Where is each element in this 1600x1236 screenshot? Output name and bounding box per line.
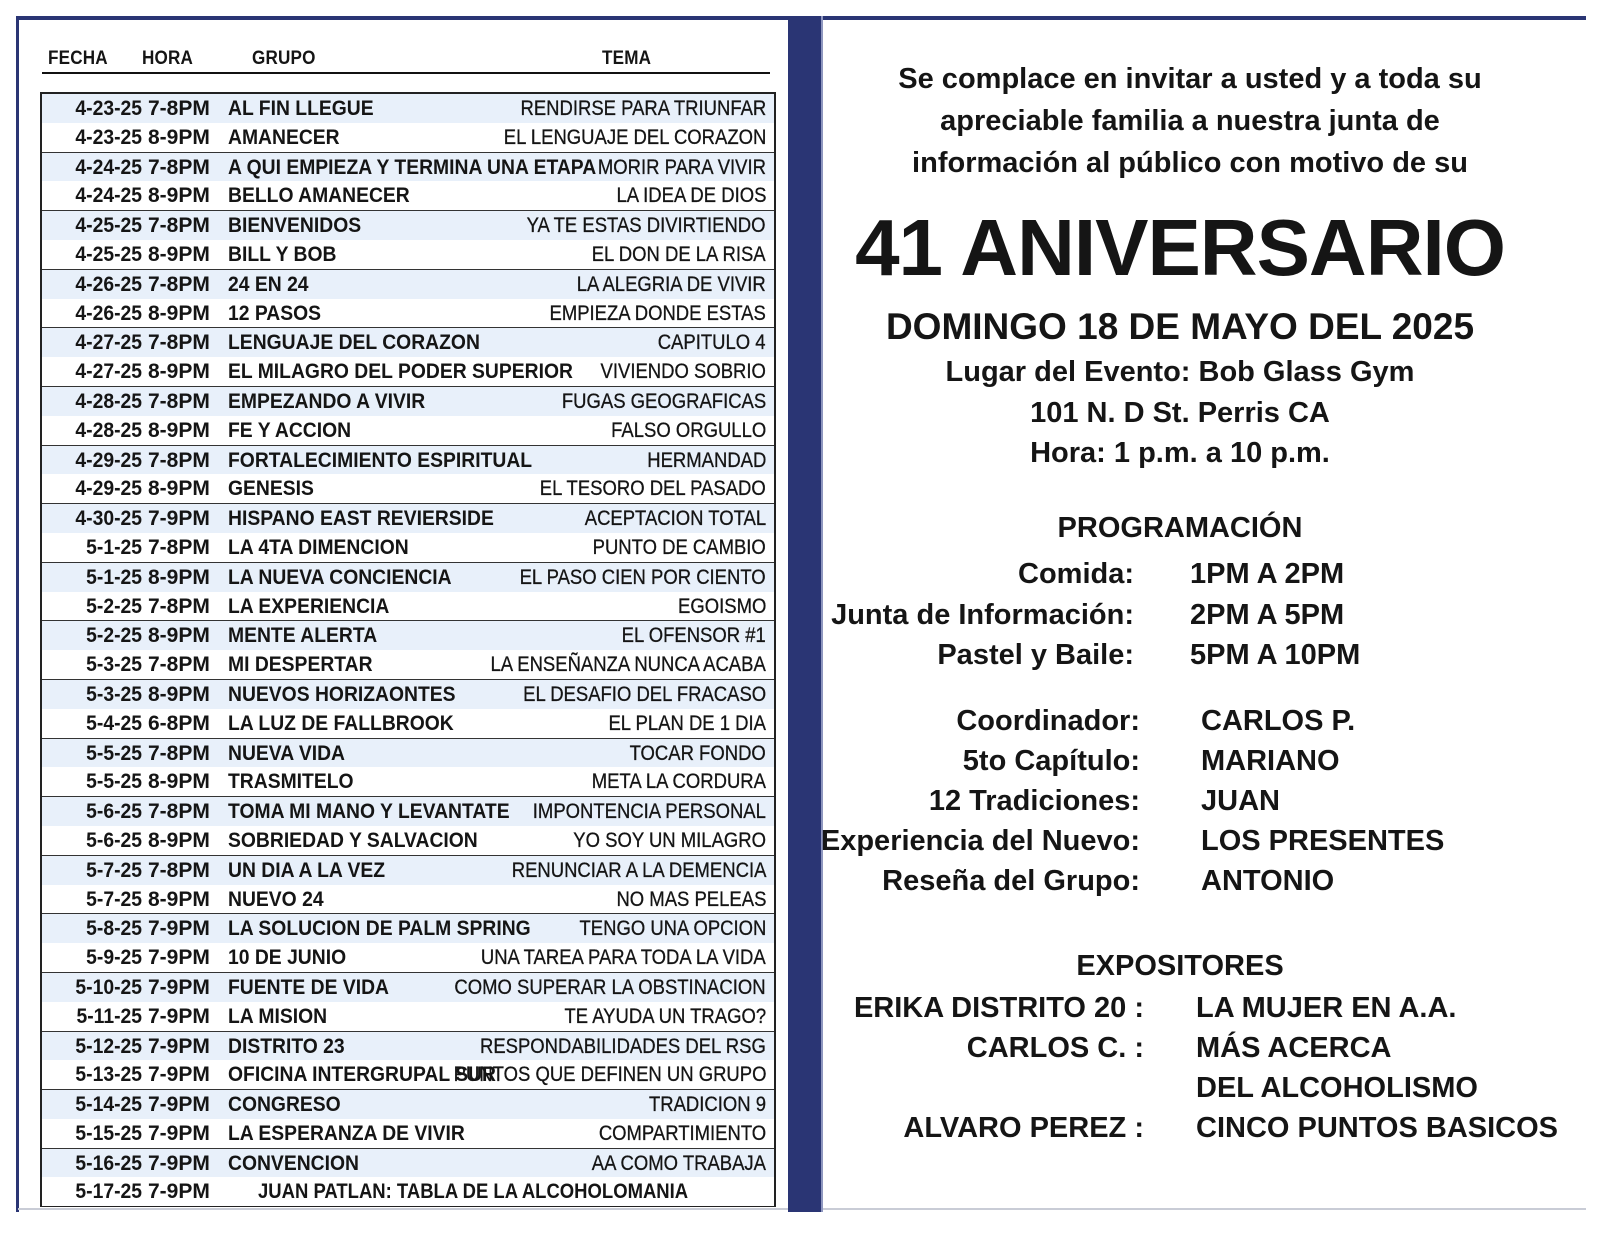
roles-value: LOS PRESENTES bbox=[1201, 825, 1445, 857]
row-topic: EL PASO CIEN POR CIENTO bbox=[519, 565, 766, 589]
speakers-value: LA MUJER EN A.A. bbox=[1196, 992, 1457, 1024]
row-group: LA ESPERANZA DE VIVIR bbox=[228, 1121, 465, 1145]
row-time: 6-8PM bbox=[148, 711, 210, 735]
row-topic: YO SOY UN MILAGRO bbox=[573, 828, 766, 852]
row-time: 8-9PM bbox=[148, 184, 210, 208]
row-group: BIENVENIDOS bbox=[228, 214, 362, 238]
roles-item bbox=[840, 705, 1540, 745]
program-title: PROGRAMACIÓN bbox=[1057, 512, 1303, 544]
program-label: Pastel y Baile: bbox=[937, 639, 1134, 671]
row-group: JUAN PATLAN: TABLA DE LA ALCOHOLOMANIA bbox=[258, 1180, 689, 1204]
roles-value: CARLOS P. bbox=[1201, 705, 1356, 737]
row-time: 7-8PM bbox=[148, 272, 210, 296]
row-time: 8-9PM bbox=[148, 770, 210, 794]
row-topic: PUNTOS QUE DEFINEN UN GRUPO bbox=[453, 1063, 766, 1087]
row-group: LA 4TA DIMENCION bbox=[228, 535, 409, 559]
row-topic: TOCAR FONDO bbox=[629, 741, 766, 765]
row-group: FORTALECIMIENTO ESPIRITUAL bbox=[228, 448, 533, 472]
program-label: Junta de Información: bbox=[831, 598, 1134, 631]
row-time: 7-9PM bbox=[148, 1004, 210, 1028]
row-topic: EL TESORO DEL PASADO bbox=[540, 477, 766, 501]
schedule-row bbox=[42, 152, 774, 182]
row-topic: TRADICION 9 bbox=[648, 1093, 766, 1117]
venue-info bbox=[840, 352, 1520, 474]
row-group: NUEVO 24 bbox=[228, 887, 324, 911]
row-date: 5-7-25 bbox=[86, 887, 142, 911]
row-group: MENTE ALERTA bbox=[228, 624, 378, 648]
schedule-row bbox=[42, 1148, 774, 1178]
row-group: LA NUEVA CONCIENCIA bbox=[228, 565, 452, 589]
schedule-row bbox=[42, 679, 774, 709]
row-group: NUEVOS HORIZAONTES bbox=[228, 682, 456, 706]
row-date: 5-2-25 bbox=[86, 594, 142, 618]
schedule-row bbox=[42, 123, 774, 152]
schedule-row bbox=[42, 1177, 774, 1206]
row-date: 5-6-25 bbox=[86, 828, 142, 852]
schedule-row bbox=[42, 796, 774, 826]
row-topic: FUGAS GEOGRAFICAS bbox=[561, 389, 766, 413]
row-topic: AA COMO TRABAJA bbox=[591, 1151, 766, 1175]
schedule-row bbox=[42, 592, 774, 621]
row-date: 5-13-25 bbox=[75, 1063, 142, 1087]
row-time: 7-8PM bbox=[148, 97, 210, 120]
schedule-row bbox=[42, 943, 774, 972]
row-date: 4-24-25 bbox=[75, 155, 142, 179]
schedule-row bbox=[42, 210, 774, 240]
row-date: 4-26-25 bbox=[75, 272, 142, 296]
row-time: 8-9PM bbox=[148, 477, 210, 501]
row-group: LA LUZ DE FALLBROOK bbox=[228, 711, 454, 735]
roles-item bbox=[820, 825, 1540, 865]
schedule-row bbox=[42, 503, 774, 533]
row-time: 7-9PM bbox=[148, 946, 210, 970]
center-fold-band bbox=[788, 16, 822, 1212]
speakers-value: MÁS ACERCA bbox=[1196, 1032, 1392, 1064]
row-group: FUENTE DE VIDA bbox=[228, 975, 390, 999]
row-topic: PUNTO DE CAMBIO bbox=[592, 535, 766, 559]
row-date: 5-2-25 bbox=[86, 624, 142, 648]
speakers-item bbox=[840, 1032, 1540, 1072]
speakers-label: ERIKA DISTRITO 20 : bbox=[853, 992, 1144, 1024]
schedule-row bbox=[42, 826, 774, 855]
row-time: 8-9PM bbox=[148, 682, 210, 706]
row-topic: VIVIENDO SOBRIO bbox=[600, 360, 766, 384]
schedule-row bbox=[42, 972, 774, 1002]
schedule-panel bbox=[38, 44, 778, 1204]
row-time: 7-9PM bbox=[148, 1180, 210, 1204]
row-topic: META LA CORDURA bbox=[591, 770, 766, 794]
row-date: 4-29-25 bbox=[75, 448, 142, 472]
header-group: GRUPO bbox=[252, 48, 316, 69]
row-date: 4-30-25 bbox=[75, 507, 142, 531]
schedule-row bbox=[42, 445, 774, 475]
row-time: 7-8PM bbox=[148, 214, 210, 238]
row-time: 7-8PM bbox=[148, 535, 210, 559]
roles-item bbox=[840, 785, 1540, 825]
row-topic: IMPONTENCIA PERSONAL bbox=[532, 800, 766, 824]
speakers-value: DEL ALCOHOLISMO bbox=[1196, 1072, 1478, 1104]
row-date: 4-27-25 bbox=[75, 331, 142, 355]
row-group: 24 EN 24 bbox=[228, 272, 309, 296]
row-date: 5-14-25 bbox=[75, 1093, 142, 1117]
row-date: 5-1-25 bbox=[86, 535, 142, 559]
row-date: 5-10-25 bbox=[75, 975, 142, 999]
row-group: NUEVA VIDA bbox=[228, 741, 346, 765]
row-time: 8-9PM bbox=[148, 887, 210, 911]
schedule-row bbox=[42, 767, 774, 796]
row-time: 7-8PM bbox=[148, 331, 210, 355]
speakers-item bbox=[840, 992, 1540, 1032]
row-topic: MORIR PARA VIVIR bbox=[597, 155, 766, 179]
row-date: 4-23-25 bbox=[75, 97, 142, 120]
roles-item bbox=[840, 865, 1540, 905]
row-time: 7-8PM bbox=[148, 155, 210, 179]
schedule-row bbox=[42, 913, 774, 943]
venue-line: Lugar del Evento: Bob Glass Gym bbox=[945, 356, 1415, 388]
schedule-row bbox=[42, 855, 774, 885]
row-topic: EL OFENSOR #1 bbox=[621, 624, 766, 648]
row-time: 7-8PM bbox=[148, 858, 210, 882]
row-time: 7-9PM bbox=[148, 1151, 210, 1175]
row-group: GENESIS bbox=[228, 477, 314, 501]
row-time: 7-9PM bbox=[148, 1121, 210, 1145]
speakers-item bbox=[840, 1112, 1559, 1152]
schedule-row bbox=[42, 94, 774, 123]
row-topic: RESPONDABILIDADES DEL RSG bbox=[480, 1034, 766, 1058]
left-border bbox=[16, 16, 19, 1212]
schedule-row bbox=[42, 181, 774, 210]
venue-line: 101 N. D St. Perris CA bbox=[1030, 396, 1330, 429]
row-group: CONGRESO bbox=[228, 1093, 341, 1117]
schedule-row bbox=[42, 1089, 774, 1119]
row-date: 5-4-25 bbox=[86, 711, 142, 735]
schedule-row bbox=[42, 1031, 774, 1061]
row-group: SOBRIEDAD Y SALVACION bbox=[228, 828, 478, 852]
row-topic: CAPITULO 4 bbox=[658, 331, 766, 355]
row-topic: EL PLAN DE 1 DIA bbox=[608, 711, 766, 735]
row-topic: NO MAS PELEAS bbox=[616, 887, 766, 911]
roles-value: JUAN bbox=[1201, 785, 1280, 817]
schedule-row bbox=[42, 357, 774, 386]
speakers-label: ALVARO PEREZ : bbox=[903, 1112, 1144, 1144]
row-topic: EGOISMO bbox=[677, 594, 766, 618]
row-time: 7-9PM bbox=[148, 1093, 210, 1117]
schedule-row bbox=[42, 885, 774, 914]
row-group: EMPEZANDO A VIVIR bbox=[228, 389, 426, 413]
row-group: AMANECER bbox=[228, 125, 340, 149]
row-time: 7-8PM bbox=[148, 800, 210, 824]
row-time: 7-9PM bbox=[148, 1063, 210, 1087]
row-date: 4-25-25 bbox=[75, 242, 142, 266]
invitation-intro bbox=[840, 58, 1540, 184]
row-group: 10 DE JUNIO bbox=[228, 946, 347, 970]
header-date: FECHA bbox=[48, 48, 108, 69]
roles-item bbox=[840, 745, 1540, 785]
program-item bbox=[840, 558, 1540, 598]
row-date: 5-3-25 bbox=[86, 682, 142, 706]
row-date: 4-29-25 bbox=[75, 477, 142, 501]
row-topic: LA IDEA DE DIOS bbox=[616, 184, 766, 208]
schedule-row bbox=[42, 327, 774, 357]
roles-label: Experiencia del Nuevo: bbox=[820, 825, 1140, 857]
row-time: 7-9PM bbox=[148, 1034, 210, 1058]
intro-line: información al público con motivo de su bbox=[912, 147, 1468, 179]
center-fold-line bbox=[821, 16, 823, 1212]
row-time: 8-9PM bbox=[148, 360, 210, 384]
row-date: 5-7-25 bbox=[86, 858, 142, 882]
schedule-row bbox=[42, 1002, 774, 1031]
row-group: LA MISION bbox=[228, 1004, 328, 1028]
row-topic: LA ALEGRIA DE VIVIR bbox=[576, 272, 766, 296]
row-time: 7-8PM bbox=[148, 653, 210, 677]
schedule-row bbox=[42, 1060, 774, 1089]
roles-label: 5to Capítulo: bbox=[962, 745, 1140, 777]
row-topic: EL LENGUAJE DEL CORAZON bbox=[503, 125, 766, 149]
row-group: AL FIN LLEGUE bbox=[228, 97, 374, 120]
program-label: Comida: bbox=[1018, 558, 1134, 590]
speakers-label: CARLOS C. : bbox=[966, 1032, 1144, 1064]
row-topic: UNA TAREA PARA TODA LA VIDA bbox=[481, 946, 766, 970]
row-topic: FALSO ORGULLO bbox=[610, 418, 766, 442]
schedule-row bbox=[42, 269, 774, 299]
schedule-row bbox=[42, 738, 774, 768]
row-group: EL MILAGRO DEL PODER SUPERIOR bbox=[228, 360, 573, 384]
row-date: 5-9-25 bbox=[86, 946, 142, 970]
row-group: HISPANO EAST REVIERSIDE bbox=[228, 507, 494, 531]
program-value: 1PM A 2PM bbox=[1190, 558, 1345, 590]
roles-label: Coordinador: bbox=[956, 705, 1140, 737]
row-topic: YA TE ESTAS DIVIRTIENDO bbox=[527, 214, 766, 238]
row-group: UN DIA A LA VEZ bbox=[228, 858, 386, 882]
row-group: 12 PASOS bbox=[228, 301, 322, 325]
row-topic: EMPIEZA DONDE ESTAS bbox=[549, 301, 766, 325]
program-value: 5PM A 10PM bbox=[1190, 639, 1361, 671]
row-time: 8-9PM bbox=[148, 624, 210, 648]
row-date: 5-3-25 bbox=[86, 653, 142, 677]
row-date: 4-28-25 bbox=[75, 389, 142, 413]
row-date: 5-6-25 bbox=[86, 800, 142, 824]
row-date: 4-28-25 bbox=[75, 418, 142, 442]
row-date: 5-12-25 bbox=[75, 1034, 142, 1058]
schedule-table bbox=[40, 92, 776, 1207]
row-time: 7-9PM bbox=[148, 917, 210, 941]
program-item bbox=[840, 639, 1540, 679]
row-time: 7-8PM bbox=[148, 741, 210, 765]
schedule-row bbox=[42, 416, 774, 445]
row-topic: COMPARTIMIENTO bbox=[598, 1121, 766, 1145]
row-date: 4-26-25 bbox=[75, 301, 142, 325]
row-group: TOMA MI MANO Y LEVANTATE bbox=[228, 800, 510, 824]
speakers-value: CINCO PUNTOS BASICOS bbox=[1196, 1112, 1559, 1144]
row-group: DISTRITO 23 bbox=[228, 1034, 345, 1058]
row-date: 5-11-25 bbox=[76, 1004, 142, 1028]
row-topic: EL DESAFIO DEL FRACASO bbox=[522, 682, 766, 706]
row-time: 7-8PM bbox=[148, 389, 210, 413]
row-group: BILL Y BOB bbox=[228, 242, 337, 266]
speakers-item bbox=[840, 1072, 1540, 1112]
row-time: 8-9PM bbox=[148, 565, 210, 589]
row-date: 4-24-25 bbox=[75, 184, 142, 208]
row-date: 5-5-25 bbox=[86, 770, 142, 794]
row-time: 7-9PM bbox=[148, 975, 210, 999]
schedule-row bbox=[42, 709, 774, 738]
row-topic: EL DON DE LA RISA bbox=[592, 242, 766, 266]
row-time: 8-9PM bbox=[148, 301, 210, 325]
venue-line: Hora: 1 p.m. a 10 p.m. bbox=[1030, 437, 1330, 469]
program-value: 2PM A 5PM bbox=[1190, 598, 1345, 631]
row-group: CONVENCION bbox=[228, 1151, 359, 1175]
row-topic: TE AYUDA UN TRAGO? bbox=[564, 1004, 766, 1028]
row-topic: RENUNCIAR A LA DEMENCIA bbox=[511, 858, 766, 882]
row-group: LA SOLUCION DE PALM SPRING bbox=[228, 917, 531, 941]
row-time: 8-9PM bbox=[148, 125, 210, 149]
row-date: 4-23-25 bbox=[75, 125, 142, 149]
row-time: 7-9PM bbox=[148, 507, 210, 531]
row-group: MI DESPERTAR bbox=[228, 653, 373, 677]
row-topic: RENDIRSE PARA TRIUNFAR bbox=[520, 97, 766, 120]
row-topic: ACEPTACION TOTAL bbox=[584, 507, 766, 531]
header-topic: TEMA bbox=[602, 48, 652, 69]
row-topic: TENGO UNA OPCION bbox=[579, 917, 766, 941]
schedule-row bbox=[42, 1119, 774, 1148]
roles-label: 12 Tradiciones: bbox=[928, 785, 1140, 817]
row-group: BELLO AMANECER bbox=[228, 184, 410, 208]
row-topic: HERMANDAD bbox=[646, 448, 766, 472]
anniversary-title: 41 ANIVERSARIO bbox=[855, 203, 1505, 292]
row-time: 8-9PM bbox=[148, 242, 210, 266]
schedule-header bbox=[42, 44, 770, 74]
row-date: 5-16-25 bbox=[75, 1151, 142, 1175]
schedule-row bbox=[42, 474, 774, 503]
roles-value: MARIANO bbox=[1201, 745, 1340, 777]
schedule-row bbox=[42, 533, 774, 562]
row-date: 4-27-25 bbox=[75, 360, 142, 384]
row-date: 5-1-25 bbox=[86, 565, 142, 589]
row-date: 5-5-25 bbox=[86, 741, 142, 765]
schedule-row bbox=[42, 562, 774, 592]
row-date: 5-8-25 bbox=[86, 917, 142, 941]
schedule-row bbox=[42, 386, 774, 416]
row-topic: LA ENSEÑANZA NUNCA ACABA bbox=[490, 653, 766, 677]
row-group: TRASMITELO bbox=[228, 770, 354, 794]
row-group: LA EXPERIENCIA bbox=[228, 594, 390, 618]
row-date: 4-25-25 bbox=[75, 214, 142, 238]
row-time: 7-8PM bbox=[148, 594, 210, 618]
invitation-panel bbox=[820, 0, 1580, 1236]
row-group: OFICINA INTERGRUPAL SUR bbox=[228, 1063, 496, 1087]
row-date: 5-15-25 bbox=[75, 1121, 142, 1145]
roles-label: Reseña del Grupo: bbox=[882, 865, 1140, 897]
schedule-row bbox=[42, 620, 774, 650]
roles-value: ANTONIO bbox=[1201, 865, 1335, 897]
row-topic: COMO SUPERAR LA OBSTINACION bbox=[454, 975, 766, 999]
intro-line: Se complace en invitar a usted y a toda su bbox=[898, 63, 1482, 95]
schedule-row bbox=[42, 650, 774, 679]
header-time: HORA bbox=[142, 48, 194, 69]
row-group: FE Y ACCION bbox=[228, 418, 352, 442]
schedule-row bbox=[42, 299, 774, 328]
speakers-title: EXPOSITORES bbox=[1076, 950, 1284, 982]
row-date: 5-17-25 bbox=[75, 1180, 142, 1204]
intro-line: apreciable familia a nuestra junta de bbox=[940, 105, 1440, 137]
row-group: LENGUAJE DEL CORAZON bbox=[228, 331, 480, 355]
event-date: DOMINGO 18 DE MAYO DEL 2025 bbox=[885, 306, 1475, 347]
schedule-row bbox=[42, 240, 774, 269]
row-group: A QUI EMPIEZA Y TERMINA UNA ETAPA bbox=[228, 155, 597, 179]
row-time: 7-8PM bbox=[148, 448, 210, 472]
program-item bbox=[831, 598, 1540, 639]
row-time: 8-9PM bbox=[148, 418, 210, 442]
row-time: 8-9PM bbox=[148, 828, 210, 852]
